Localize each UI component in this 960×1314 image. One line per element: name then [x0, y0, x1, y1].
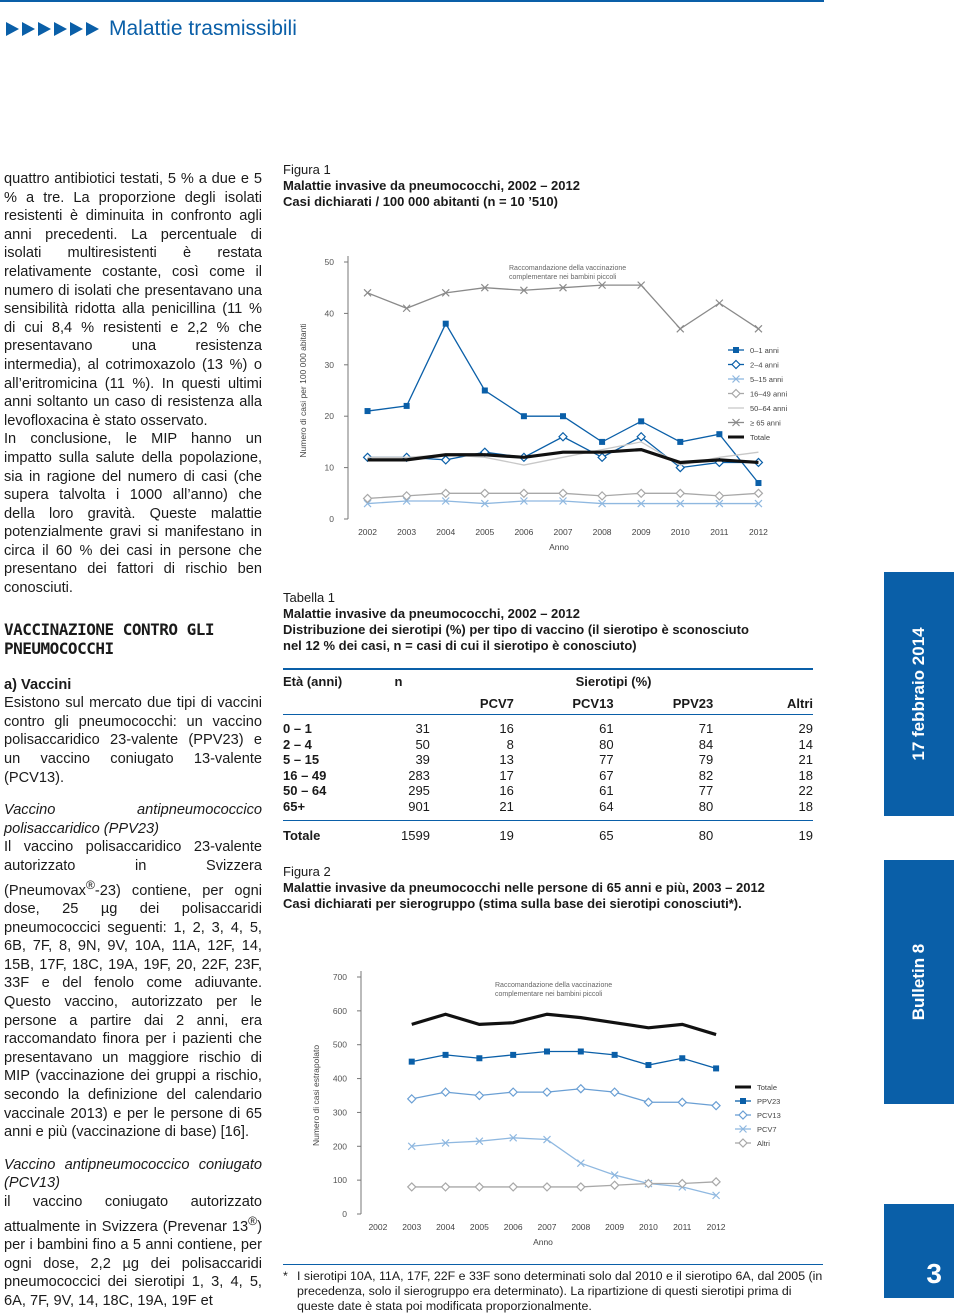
- table-subheader-row: PCV7 PCV13 PPV23 Altri: [283, 692, 813, 715]
- data-point: [712, 1178, 720, 1186]
- y-tick-label: 100: [332, 1175, 347, 1186]
- paragraph: Esistono sul mercato due tipi di vaccini contro gli pneumococchi: un vaccino polisaccaridico 23-valente (PPV23) e un vaccino coniugato 13-valente (PCV13).: [4, 695, 262, 786]
- legend-item: [728, 361, 779, 370]
- legend-item: [728, 419, 781, 428]
- series-5–15 anni: [364, 498, 762, 508]
- legend-item: [728, 390, 787, 399]
- y-tick-label: 700: [332, 972, 347, 982]
- data-point: [716, 300, 723, 307]
- data-point: [403, 305, 410, 312]
- data-point: [475, 1092, 483, 1100]
- figure-title: Malattie invasive da pneumococchi, 2002 – 2012: [283, 178, 580, 193]
- data-point: [543, 1183, 551, 1191]
- table-label: Tabella 1: [283, 590, 336, 605]
- x-tick-label: 2006: [503, 1222, 523, 1232]
- data-point: [404, 403, 410, 409]
- table-row: 0 – 1 31 16 61 71 29: [283, 721, 813, 737]
- data-point: [442, 456, 450, 464]
- legend-marker: [739, 1139, 747, 1147]
- data-point: [442, 1183, 450, 1191]
- legend-item: [728, 375, 783, 384]
- table-row: 50 – 64 295 16 61 77 22: [283, 783, 813, 799]
- y-tick-label: 40: [324, 308, 334, 319]
- x-tick-label: 2002: [358, 527, 378, 537]
- data-point: [559, 433, 567, 441]
- y-axis-label: Numero di casi estrapolato: [311, 1044, 321, 1147]
- series-≥ 65 anni: [364, 282, 762, 333]
- data-point: [577, 1085, 585, 1093]
- table-row: 2 – 4 50 8 80 84 14: [283, 736, 813, 752]
- data-point: [644, 1098, 652, 1106]
- y-tick-label: 50: [324, 257, 334, 267]
- x-tick-label: 2011: [710, 527, 729, 537]
- x-tick-label: 2003: [402, 1222, 422, 1232]
- y-tick-label: 0: [329, 514, 334, 524]
- data-point: [408, 1095, 416, 1103]
- paragraph: il vaccino coniugato autorizzato attualmente in Svizzera (Prevenar 13®) per i bambini fino a 5 anni contiene, per ogni dose, 2,2 µg dei polisaccaridi pneumococcici dei sierotipi 1, 3, 4, 5, 6A, 7F, 9V, 14, 18C, 19A, 19F et: [4, 1193, 262, 1309]
- x-tick-label: 2009: [605, 1222, 625, 1232]
- x-tick-label: 2012: [748, 527, 768, 537]
- legend-label: PPV23: [757, 1097, 781, 1106]
- section-header: [6, 16, 297, 42]
- data-point: [365, 408, 371, 414]
- x-tick-label: 2004: [436, 527, 456, 537]
- legend-label: 50–64 anni: [750, 404, 788, 413]
- data-point: [645, 1062, 651, 1068]
- figure-subtitle: Casi dichiarati per sierogruppo (stima sulla base dei sierotipi conosciuti*).: [283, 896, 742, 911]
- legend-label: 5–15 anni: [750, 375, 783, 384]
- series-PCV7: [408, 1134, 719, 1199]
- x-tick-label: 2002: [368, 1222, 388, 1232]
- y-tick-label: 0: [342, 1209, 347, 1219]
- data-point: [560, 413, 566, 419]
- data-point: [677, 439, 683, 445]
- data-point: [755, 480, 761, 486]
- bulletin-tab: Bulletin 8: [884, 860, 954, 1104]
- section-title: Malattie trasmissibili: [109, 17, 297, 40]
- x-axis-label: Anno: [533, 1237, 553, 1247]
- data-point: [475, 1183, 483, 1191]
- data-point: [611, 1181, 619, 1189]
- x-tick-label: 2005: [475, 527, 495, 537]
- data-point: [577, 1160, 584, 1167]
- figure-label: Figura 2: [283, 864, 331, 879]
- y-tick-label: 200: [332, 1141, 347, 1152]
- date-tab: 17 febbraio 2014: [884, 572, 954, 816]
- y-tick-label: 400: [332, 1073, 347, 1084]
- x-tick-label: 2005: [469, 1222, 489, 1232]
- data-point: [521, 413, 527, 419]
- data-point: [638, 418, 644, 424]
- data-point: [676, 489, 684, 497]
- table-row: 5 – 15 39 13 77 79 21: [283, 752, 813, 768]
- data-point: [482, 388, 488, 394]
- table-header-row: Età (anni) n Sierotipi (%): [283, 669, 813, 692]
- data-point: [442, 1088, 450, 1096]
- data-point: [713, 1065, 719, 1071]
- table-subtitle: Distribuzione dei sierotipi (%) per tipo di vaccino (il sierotipo è sconosciuto: [283, 622, 749, 637]
- legend-item: [735, 1125, 777, 1134]
- data-point: [443, 1052, 449, 1058]
- table-subtitle: nel 12 % dei casi, n = casi di cui il sierotipo è conosciuto): [283, 638, 637, 653]
- table-total-row: Totale 1599 19 65 80 19: [283, 821, 813, 850]
- series-line: [412, 1089, 716, 1106]
- x-tick-label: 2004: [436, 1222, 456, 1232]
- data-point: [509, 1088, 517, 1096]
- left-column: [4, 170, 262, 1310]
- page-number: 3: [884, 1204, 954, 1298]
- legend-item: [728, 433, 770, 442]
- arrow-bullets-icon: [6, 22, 101, 36]
- data-point: [611, 1088, 619, 1096]
- data-point: [409, 1059, 415, 1065]
- data-point: [677, 325, 684, 332]
- table-row: 65+ 901 21 64 80 18: [283, 798, 813, 814]
- annotation: complementare nei bambini piccoli: [495, 991, 603, 998]
- data-point: [520, 489, 528, 497]
- data-point: [678, 1098, 686, 1106]
- series-Totale: [368, 450, 759, 463]
- legend-label: PCV13: [757, 1111, 781, 1120]
- x-tick-label: 2012: [706, 1222, 726, 1232]
- y-tick-label: 300: [332, 1107, 347, 1118]
- annotation: complementare nei bambini piccoli: [509, 274, 617, 281]
- chart-1: [283, 220, 823, 570]
- data-point: [598, 492, 606, 500]
- figure-label: Figura 1: [283, 162, 331, 177]
- series-Altri: [408, 1178, 720, 1191]
- paragraph: quattro antibiotici testati, 5 % a due e 5 % a tre. La proporzione degli isolati resistenti è diminuita in confronto agli anni precedenti. La percentuale di isolati multiresistenti è restata relativamente costante, così come il numero di isolati che presentavano una sensibilità ridotta alla penicillina (11 % di cui 8,4 % resistenti e 2,2 % che presentavano una resistenza intermedia), al cotrimoxazolo (13 %) o all’eritromicina (11 %). In questi ultimi anni soltanto un caso di resistenza alla levofloxacina è stato osservato.: [4, 171, 262, 429]
- paragraph: In conclusione, le MIP hanno un impatto sulla salute della popolazione, sia in ragione del numero di casi (che supera talvolta i 1000 all’anno) che della loro gravità. Queste malattie potenzialmente gravi si manifestano in circa il 60 % dei casi in persone che presentano dei fattori di rischio ben conosciuti.: [4, 431, 262, 597]
- table-row: 16 – 49 283 17 67 82 18: [283, 767, 813, 783]
- data-point: [408, 1183, 416, 1191]
- legend-marker: [732, 361, 740, 369]
- legend-label: Totale: [757, 1083, 778, 1092]
- top-rule: [0, 0, 824, 2]
- data-point: [364, 289, 371, 296]
- data-point: [443, 321, 449, 327]
- y-tick-label: 500: [332, 1039, 347, 1050]
- data-point: [544, 1048, 550, 1054]
- x-tick-label: 2006: [514, 527, 534, 537]
- y-tick-label: 10: [324, 462, 334, 473]
- legend-item: [735, 1139, 770, 1148]
- x-tick-label: 2003: [397, 527, 417, 537]
- y-tick-label: 30: [324, 359, 334, 370]
- series-line: [368, 285, 759, 329]
- table-title: Malattie invasive da pneumococchi, 2002 – 2012: [283, 606, 580, 621]
- legend-label: PCV7: [757, 1125, 777, 1134]
- data-point: [578, 1048, 584, 1054]
- data-point: [755, 325, 762, 332]
- legend-item: [735, 1111, 781, 1120]
- x-tick-label: 2007: [537, 1222, 557, 1232]
- legend-marker: [740, 1098, 746, 1104]
- data-point: [481, 489, 489, 497]
- data-point: [637, 489, 645, 497]
- footnote: * I sierotipi 10A, 11A, 17F, 22F e 33F sono determinati solo dal 2010 e il sierotipo 6A, dal 2005 (in precedenza, solo il sierogruppo era determinato). La ripartizione di questi sierotipi prima di queste date è stata poi modificata proporzionalmente.: [283, 1264, 823, 1314]
- x-tick-label: 2008: [571, 1222, 591, 1232]
- figure-2: [283, 864, 823, 912]
- data-point: [715, 492, 723, 500]
- data-point: [716, 431, 722, 437]
- data-point: [510, 1052, 516, 1058]
- chart-2: [283, 966, 823, 1256]
- legend-label: 2–4 anni: [750, 360, 779, 370]
- figure-subtitle: Casi dichiarati / 100 000 abitanti (n = 10 ’510): [283, 194, 558, 209]
- table-1-caption: [283, 590, 823, 654]
- legend-item: [735, 1083, 777, 1092]
- paragraph: Il vaccino polisaccaridico 23-valente autorizzato in Svizzera (Pneumovax®-23) contiene, per ogni dose, 25 µg dei polisaccaridi pneumococcici seguenti: 1, 2, 3, 4, 5, 6B, 7F, 8, 9N, 9V, 10A, 11A, 12F, 14, 15B, 17F, 18C, 19A, 19F, 20, 22F, 23F, 33F e del fenolo come adiuvante. Questo vaccino, autorizzato per le persone a partire dai 2 anni, era raccomandato finora per i pazienti che presentavano un maggiore rischio di MIP (vaccinazione dei gruppi a rischio, secondo la definizione del calendario vaccinale 2013) e per le persone di 65 anni e più (vaccinazione di base) [16].: [4, 839, 262, 1141]
- series-PPV23: [409, 1048, 719, 1071]
- legend-label: 0–1 anni: [750, 346, 779, 355]
- serotype-table: [283, 668, 813, 849]
- x-tick-label: 2008: [592, 527, 612, 537]
- legend-item: [735, 1097, 780, 1106]
- data-point: [612, 1052, 618, 1058]
- legend-marker: [732, 390, 740, 398]
- data-point: [679, 1055, 685, 1061]
- subheading: a) Vaccini: [4, 676, 72, 693]
- section-heading: VACCINAZIONE CONTRO GLI PNEUMOCOCCHI: [4, 619, 215, 658]
- legend-label: Totale: [750, 433, 771, 442]
- y-axis-label: Numero di casi per 100 000 abitanti: [298, 323, 308, 458]
- data-point: [543, 1088, 551, 1096]
- data-point: [577, 1183, 585, 1191]
- legend-marker: [739, 1111, 747, 1119]
- subheading-italic: Vaccino antipneumococcico polisaccaridico (PPV23): [4, 802, 262, 837]
- data-point: [476, 1055, 482, 1061]
- data-point: [598, 453, 606, 461]
- subheading-italic: Vaccino antipneumococcico coniugato (PCV13): [4, 1156, 262, 1192]
- legend-item: [728, 404, 787, 413]
- legend-label: 16–49 anni: [750, 389, 788, 399]
- annotation: Raccomandazione della vaccinazione: [509, 265, 627, 272]
- series-line: [412, 1051, 716, 1068]
- x-tick-label: 2011: [673, 1222, 692, 1232]
- data-point: [509, 1183, 517, 1191]
- x-tick-label: 2007: [553, 527, 573, 537]
- series-Totale: [412, 1014, 716, 1034]
- x-tick-label: 2009: [631, 527, 651, 537]
- series-line: [412, 1014, 716, 1034]
- legend-label: ≥ 65 anni: [750, 418, 781, 428]
- legend-label: Altri: [757, 1139, 770, 1148]
- series-line: [368, 450, 759, 463]
- y-tick-label: 600: [332, 1005, 347, 1016]
- data-point: [754, 489, 762, 497]
- data-point: [712, 1102, 720, 1110]
- series-PCV13: [408, 1085, 720, 1110]
- legend-item: [728, 346, 779, 355]
- legend-marker: [733, 347, 739, 353]
- x-axis-label: Anno: [549, 542, 569, 552]
- figure-1: [283, 162, 823, 210]
- annotation: Raccomandazione della vaccinazione: [495, 982, 613, 989]
- data-point: [599, 439, 605, 445]
- figure-title: Malattie invasive da pneumococchi nelle persone di 65 anni e più, 2003 – 2012: [283, 880, 765, 895]
- y-tick-label: 20: [324, 411, 334, 422]
- x-tick-label: 2010: [670, 527, 690, 537]
- x-tick-label: 2010: [638, 1222, 658, 1232]
- data-point: [559, 489, 567, 497]
- data-point: [442, 489, 450, 497]
